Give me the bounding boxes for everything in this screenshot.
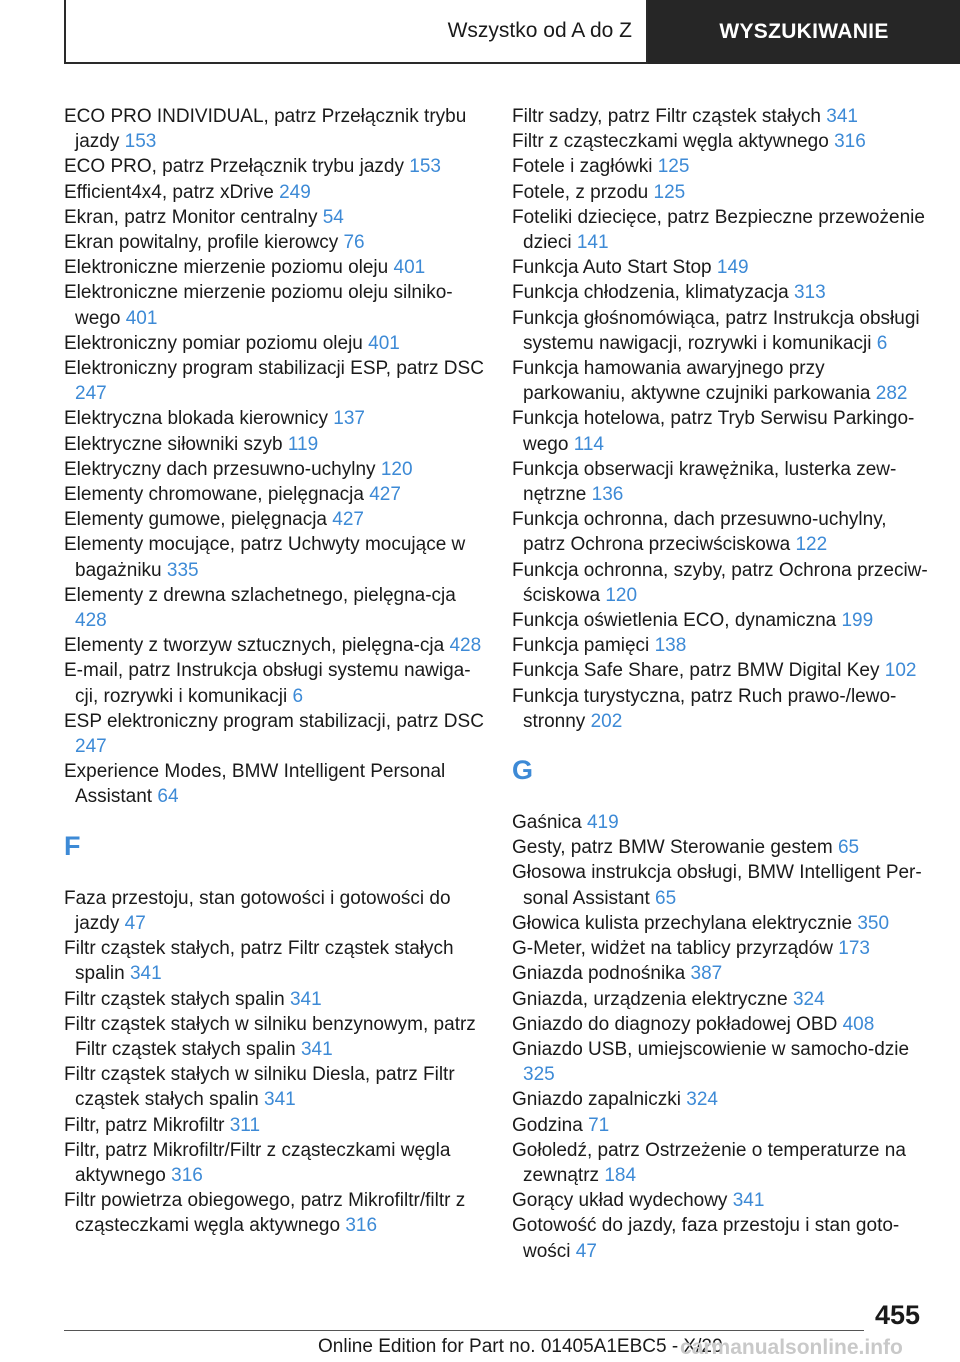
page-reference-link[interactable]: 65 (837, 837, 860, 859)
index-entry (512, 280, 930, 305)
index-entry-text: Elektroniczne mierzenie poziomu oleju silniko‐wego (64, 282, 453, 329)
index-entry-text: Fotele, z przodu (512, 181, 649, 203)
index-entry (64, 230, 484, 255)
index-entry (512, 961, 930, 986)
index-entry-text: Filtr z cząsteczkami węgla aktywnego (512, 131, 829, 153)
index-entry-text: ECO PRO INDIVIDUAL, patrz Przełącznik trybu jazdy (64, 106, 467, 153)
index-entry (512, 306, 930, 356)
index-entry (64, 1012, 484, 1062)
index-entry-text: Faza przestoju, stan gotowości i gotowości do jazdy (64, 887, 451, 934)
page-reference-link[interactable]: 122 (795, 534, 828, 556)
page-reference-link[interactable]: 125 (657, 156, 690, 178)
page-reference-link[interactable]: 120 (605, 584, 638, 606)
index-entry-text: Funkcja obserwacji krawężnika, lusterka zew‐nętrzne (512, 458, 897, 506)
index-entry-text: Elementy z tworzyw sztucznych, pielęgna‐cja (64, 635, 445, 657)
page-reference-link[interactable]: 311 (229, 1114, 261, 1136)
index-entry-text: Filtr cząstek stałych spalin (64, 988, 285, 1010)
footer-divider (64, 1330, 864, 1331)
index-entry (512, 1087, 930, 1112)
index-entry (512, 810, 930, 835)
page-reference-link[interactable]: 387 (690, 963, 723, 985)
page-reference-link[interactable]: 419 (586, 812, 619, 834)
right-column (512, 104, 930, 1264)
index-entry-text: Funkcja chłodzenia, klimatyzacja (512, 282, 789, 304)
page-reference-link[interactable]: 341 (129, 963, 162, 985)
index-entry-text: E-mail, patrz Instrukcja obsługi systemu nawiga‐cji, rozrywki i komunikacji (64, 660, 471, 707)
page-reference-link[interactable]: 282 (875, 383, 908, 405)
page-reference-link[interactable]: 153 (409, 156, 441, 178)
page-reference-link[interactable]: 247 (75, 736, 107, 758)
index-entry (512, 180, 930, 205)
index-entry-text: Gniazdo do diagnozy pokładowej OBD (512, 1013, 838, 1035)
index-entry-text: Elektryczna blokada kierownicy (64, 408, 329, 430)
page-reference-link[interactable]: 102 (884, 660, 917, 682)
page-reference-link[interactable]: 125 (653, 181, 686, 203)
index-entry-text: Experience Modes, BMW Intelligent Personal Assistant (64, 761, 446, 808)
page-reference-link[interactable]: 428 (75, 610, 107, 632)
index-entry (512, 406, 930, 456)
index-entry-text: Elementy gumowe, pielęgnacja (64, 509, 327, 531)
index-entry-text: Ekran, patrz Monitor centralny (64, 206, 318, 228)
index-entry-text: Elementy mocujące, patrz Uchwyty mocujące w bagażniku (64, 534, 466, 581)
page-reference-link[interactable]: 6 (876, 332, 888, 354)
index-entry (64, 583, 484, 633)
index-entry-text: Filtr, patrz Mikrofiltr (64, 1114, 225, 1136)
page-reference-link[interactable]: 341 (732, 1190, 765, 1212)
index-entry (64, 1062, 484, 1112)
index-entry-text: G-Meter, widżet na tablicy przyrządów (512, 938, 834, 960)
index-entry (512, 1188, 930, 1213)
index-entry-text: Ekran powitalny, profile kierowcy (64, 232, 339, 254)
index-entry (512, 507, 930, 557)
index-entry (512, 356, 930, 406)
index-entry (64, 356, 484, 406)
index-entry (512, 104, 930, 129)
index-entry (64, 331, 484, 356)
page-reference-link[interactable]: 141 (576, 232, 609, 254)
index-entry-text: Godzina (512, 1114, 583, 1136)
index-entry-text: Elementy chromowane, pielęgnacja (64, 484, 364, 506)
page-reference-link[interactable]: 114 (573, 433, 604, 455)
index-entry (64, 987, 484, 1012)
page-reference-link[interactable]: 65 (655, 887, 677, 909)
index-entry-text: Elektryczne siłowniki szyb (64, 433, 283, 455)
index-entry (512, 835, 930, 860)
page-reference-link[interactable]: 149 (716, 257, 749, 279)
index-entry-text: Elektryczny dach przesuwno-uchylny (64, 458, 376, 480)
index-entry (64, 406, 484, 431)
index-entry (512, 658, 930, 683)
index-entry (64, 709, 484, 759)
index-entry (512, 457, 930, 507)
index-entry-text: Foteliki dziecięce, patrz Bezpieczne przewożenie dzieci (512, 206, 925, 254)
page-reference-link[interactable]: 199 (841, 610, 874, 632)
index-entry (512, 1037, 930, 1087)
index-entry (64, 1113, 484, 1138)
index-entry-text: ECO PRO, patrz Przełącznik trybu jazdy (64, 156, 404, 178)
page-reference-link[interactable]: 401 (393, 257, 426, 279)
section-letter-g: G (512, 755, 534, 786)
edition-text: Online Edition for Part no. 01405A1EBC5 - X/20 (318, 1336, 723, 1357)
index-entry (64, 532, 484, 582)
left-column (64, 104, 484, 1239)
index-entry-text: Funkcja oświetlenia ECO, dynamiczna (512, 610, 837, 632)
page-reference-link[interactable]: 120 (380, 458, 413, 480)
page-reference-link[interactable]: 427 (369, 484, 401, 506)
page-reference-link[interactable]: 47 (124, 912, 146, 934)
page-reference-link[interactable]: 325 (523, 1064, 555, 1086)
index-entry (512, 255, 930, 280)
page-number: 455 (875, 1300, 921, 1330)
page-reference-link[interactable]: 54 (322, 206, 344, 228)
index-entry (512, 1113, 930, 1138)
index-entry (64, 154, 484, 179)
index-entry (512, 684, 930, 734)
page-reference-link[interactable]: 341 (826, 106, 858, 127)
index-entry (512, 608, 930, 633)
page-reference-link[interactable]: 247 (75, 383, 107, 405)
index-entry-text: Elektroniczne mierzenie poziomu oleju (64, 257, 389, 279)
index-entry (64, 255, 484, 280)
page-reference-link[interactable]: 428 (449, 635, 482, 657)
page-reference-link[interactable]: 6 (292, 685, 304, 707)
watermark: carmanualsonline.info (680, 1336, 903, 1359)
index-entry (512, 205, 930, 255)
page-reference-link[interactable]: 76 (343, 232, 365, 254)
index-entry-text: Funkcja ochronna, dach przesuwno-uchylny, patrz Ochrona przeciwściskowa (512, 509, 887, 556)
index-entry (64, 205, 484, 230)
tab-all-a-to-z[interactable]: Wszystko od A do Z (64, 0, 648, 64)
index-entry-text: Fotele i zagłówki (512, 156, 653, 178)
index-entry (512, 1012, 930, 1037)
page-reference-link[interactable]: 119 (287, 433, 319, 455)
index-entry (512, 558, 930, 608)
index-entry-text: Filtr cząstek stałych w silniku Diesla, patrz Filtr cząstek stałych spalin (64, 1064, 455, 1111)
index-entry (512, 1138, 930, 1188)
index-entry (64, 1188, 484, 1238)
index-entry-text: Elektroniczny pomiar poziomu oleju (64, 332, 363, 354)
tab-search[interactable]: WYSZUKIWANIE (648, 0, 960, 64)
index-entry (64, 280, 484, 330)
page-reference-link[interactable]: 313 (793, 282, 826, 304)
page-reference-link[interactable]: 316 (345, 1215, 378, 1237)
index-entry-text: Elektroniczny program stabilizacji ESP, patrz DSC (64, 358, 484, 380)
page-reference-link[interactable]: 64 (157, 786, 179, 808)
index-entry (64, 886, 484, 936)
index-entry-text: Efficient4x4, patrz xDrive (64, 181, 274, 203)
page-reference-link[interactable]: 173 (838, 938, 870, 960)
index-entry-text: Filtr powietrza obiegowego, patrz Mikrofiltr/filtr z cząsteczkami węgla aktywnego (64, 1190, 466, 1237)
index-entry (512, 129, 930, 154)
index-entry-text: Gniazda podnośnika (512, 963, 686, 985)
page-reference-link[interactable]: 184 (604, 1164, 637, 1186)
index-entry (512, 154, 930, 179)
index-entry-text: Gesty, patrz BMW Sterowanie gestem (512, 837, 833, 859)
page-reference-link[interactable]: 136 (591, 484, 624, 506)
page-reference-link[interactable]: 341 (264, 1089, 296, 1111)
page-reference-link[interactable]: 324 (686, 1089, 718, 1111)
index-entry-text: Filtr cząstek stałych, patrz Filtr cząstek stałych spalin (64, 938, 454, 985)
page-reference-link[interactable]: 137 (333, 408, 365, 430)
page-reference-link[interactable]: 316 (171, 1164, 203, 1186)
index-entry-text: Gniazda, urządzenia elektryczne (512, 988, 788, 1010)
index-entry-text: Funkcja ochronna, szyby, patrz Ochrona przeciw‐ściskowa (512, 559, 928, 606)
index-entry-text: Głowica kulista przechylana elektrycznie (512, 912, 853, 934)
page-reference-link[interactable]: 316 (834, 131, 866, 153)
page-reference-link[interactable]: 408 (842, 1013, 875, 1035)
index-entry (512, 1213, 930, 1263)
page-reference-link[interactable]: 47 (575, 1240, 597, 1262)
page-reference-link[interactable]: 427 (332, 509, 364, 531)
index-entry-text: Gorący układ wydechowy (512, 1190, 728, 1212)
index-entry (64, 633, 484, 658)
index-entry-text: Funkcja turystyczna, patrz Ruch prawo-/lewo‐stronny (512, 685, 897, 732)
page-reference-link[interactable]: 350 (857, 912, 890, 934)
page-reference-link[interactable]: 341 (289, 988, 322, 1010)
index-entry (512, 860, 930, 910)
page-reference-link[interactable]: 249 (279, 181, 311, 203)
index-entry-text: Funkcja hotelowa, patrz Tryb Serwisu Parkingo‐wego (512, 408, 915, 455)
index-entry (64, 507, 484, 532)
page-reference-link[interactable]: 71 (588, 1114, 610, 1136)
page-reference-link[interactable]: 202 (590, 710, 623, 732)
index-entry-text: Elementy z drewna szlachetnego, pielęgna‐cja (64, 584, 456, 606)
index-entry-text: Filtr, patrz Mikrofiltr/Filtr z cząsteczkami węgla aktywnego (64, 1139, 451, 1186)
index-entry (64, 482, 484, 507)
index-entry-text: Funkcja Safe Share, patrz BMW Digital Key (512, 660, 880, 682)
index-entry-text: Funkcja hamowania awaryjnego przy parkowaniu, aktywne czujniki parkowania (512, 358, 871, 405)
index-entry-text: Funkcja głośnomówiąca, patrz Instrukcja obsługi systemu nawigacji, rozrywki i komunikacji (512, 307, 920, 354)
index-entry-text: ESP elektroniczny program stabilizacji, patrz DSC (64, 710, 484, 732)
page-reference-link[interactable]: 341 (300, 1038, 333, 1060)
index-entry-text: Funkcja pamięci (512, 635, 650, 657)
header-tabs (64, 0, 960, 64)
index-entry (512, 633, 930, 658)
index-entry (64, 104, 484, 154)
page-reference-link[interactable]: 324 (792, 988, 825, 1010)
page-reference-link[interactable]: 401 (125, 307, 158, 329)
index-entry-text: Gaśnica (512, 812, 582, 834)
index-entry (64, 936, 484, 986)
page-reference-link[interactable]: 401 (368, 332, 400, 354)
index-entry (512, 911, 930, 936)
index-entry-text: Funkcja Auto Start Stop (512, 257, 712, 279)
page-reference-link[interactable]: 138 (654, 635, 687, 657)
index-entry (64, 457, 484, 482)
index-entry-text: Gołoledź, patrz Ostrzeżenie o temperaturze na zewnątrz (512, 1139, 906, 1186)
section-letter-f: F (64, 830, 81, 861)
page-reference-link[interactable]: 153 (124, 131, 157, 153)
index-entry (512, 987, 930, 1012)
index-entry-text: Filtr cząstek stałych w silniku benzynowym, patrz Filtr cząstek stałych spalin (64, 1013, 476, 1060)
index-entry-text: Gotowość do jazdy, faza przestoju i stan goto‐wości (512, 1215, 900, 1262)
index-entry-text: Filtr sadzy, patrz Filtr cząstek stałych (512, 106, 821, 127)
index-entry-text: Gniazdo zapalniczki (512, 1089, 681, 1111)
index-entry (64, 658, 484, 708)
index-entry (64, 1138, 484, 1188)
index-entry (64, 432, 484, 457)
index-entry (64, 759, 484, 809)
page-reference-link[interactable]: 335 (166, 559, 199, 581)
index-entry (64, 180, 484, 205)
index-entry-text: Głosowa instrukcja obsługi, BMW Intelligent Per‐sonal Assistant (512, 862, 922, 909)
index-entry (512, 936, 930, 961)
index-entry-text: Gniazdo USB, umiejscowienie w samocho‐dzie (512, 1038, 910, 1060)
